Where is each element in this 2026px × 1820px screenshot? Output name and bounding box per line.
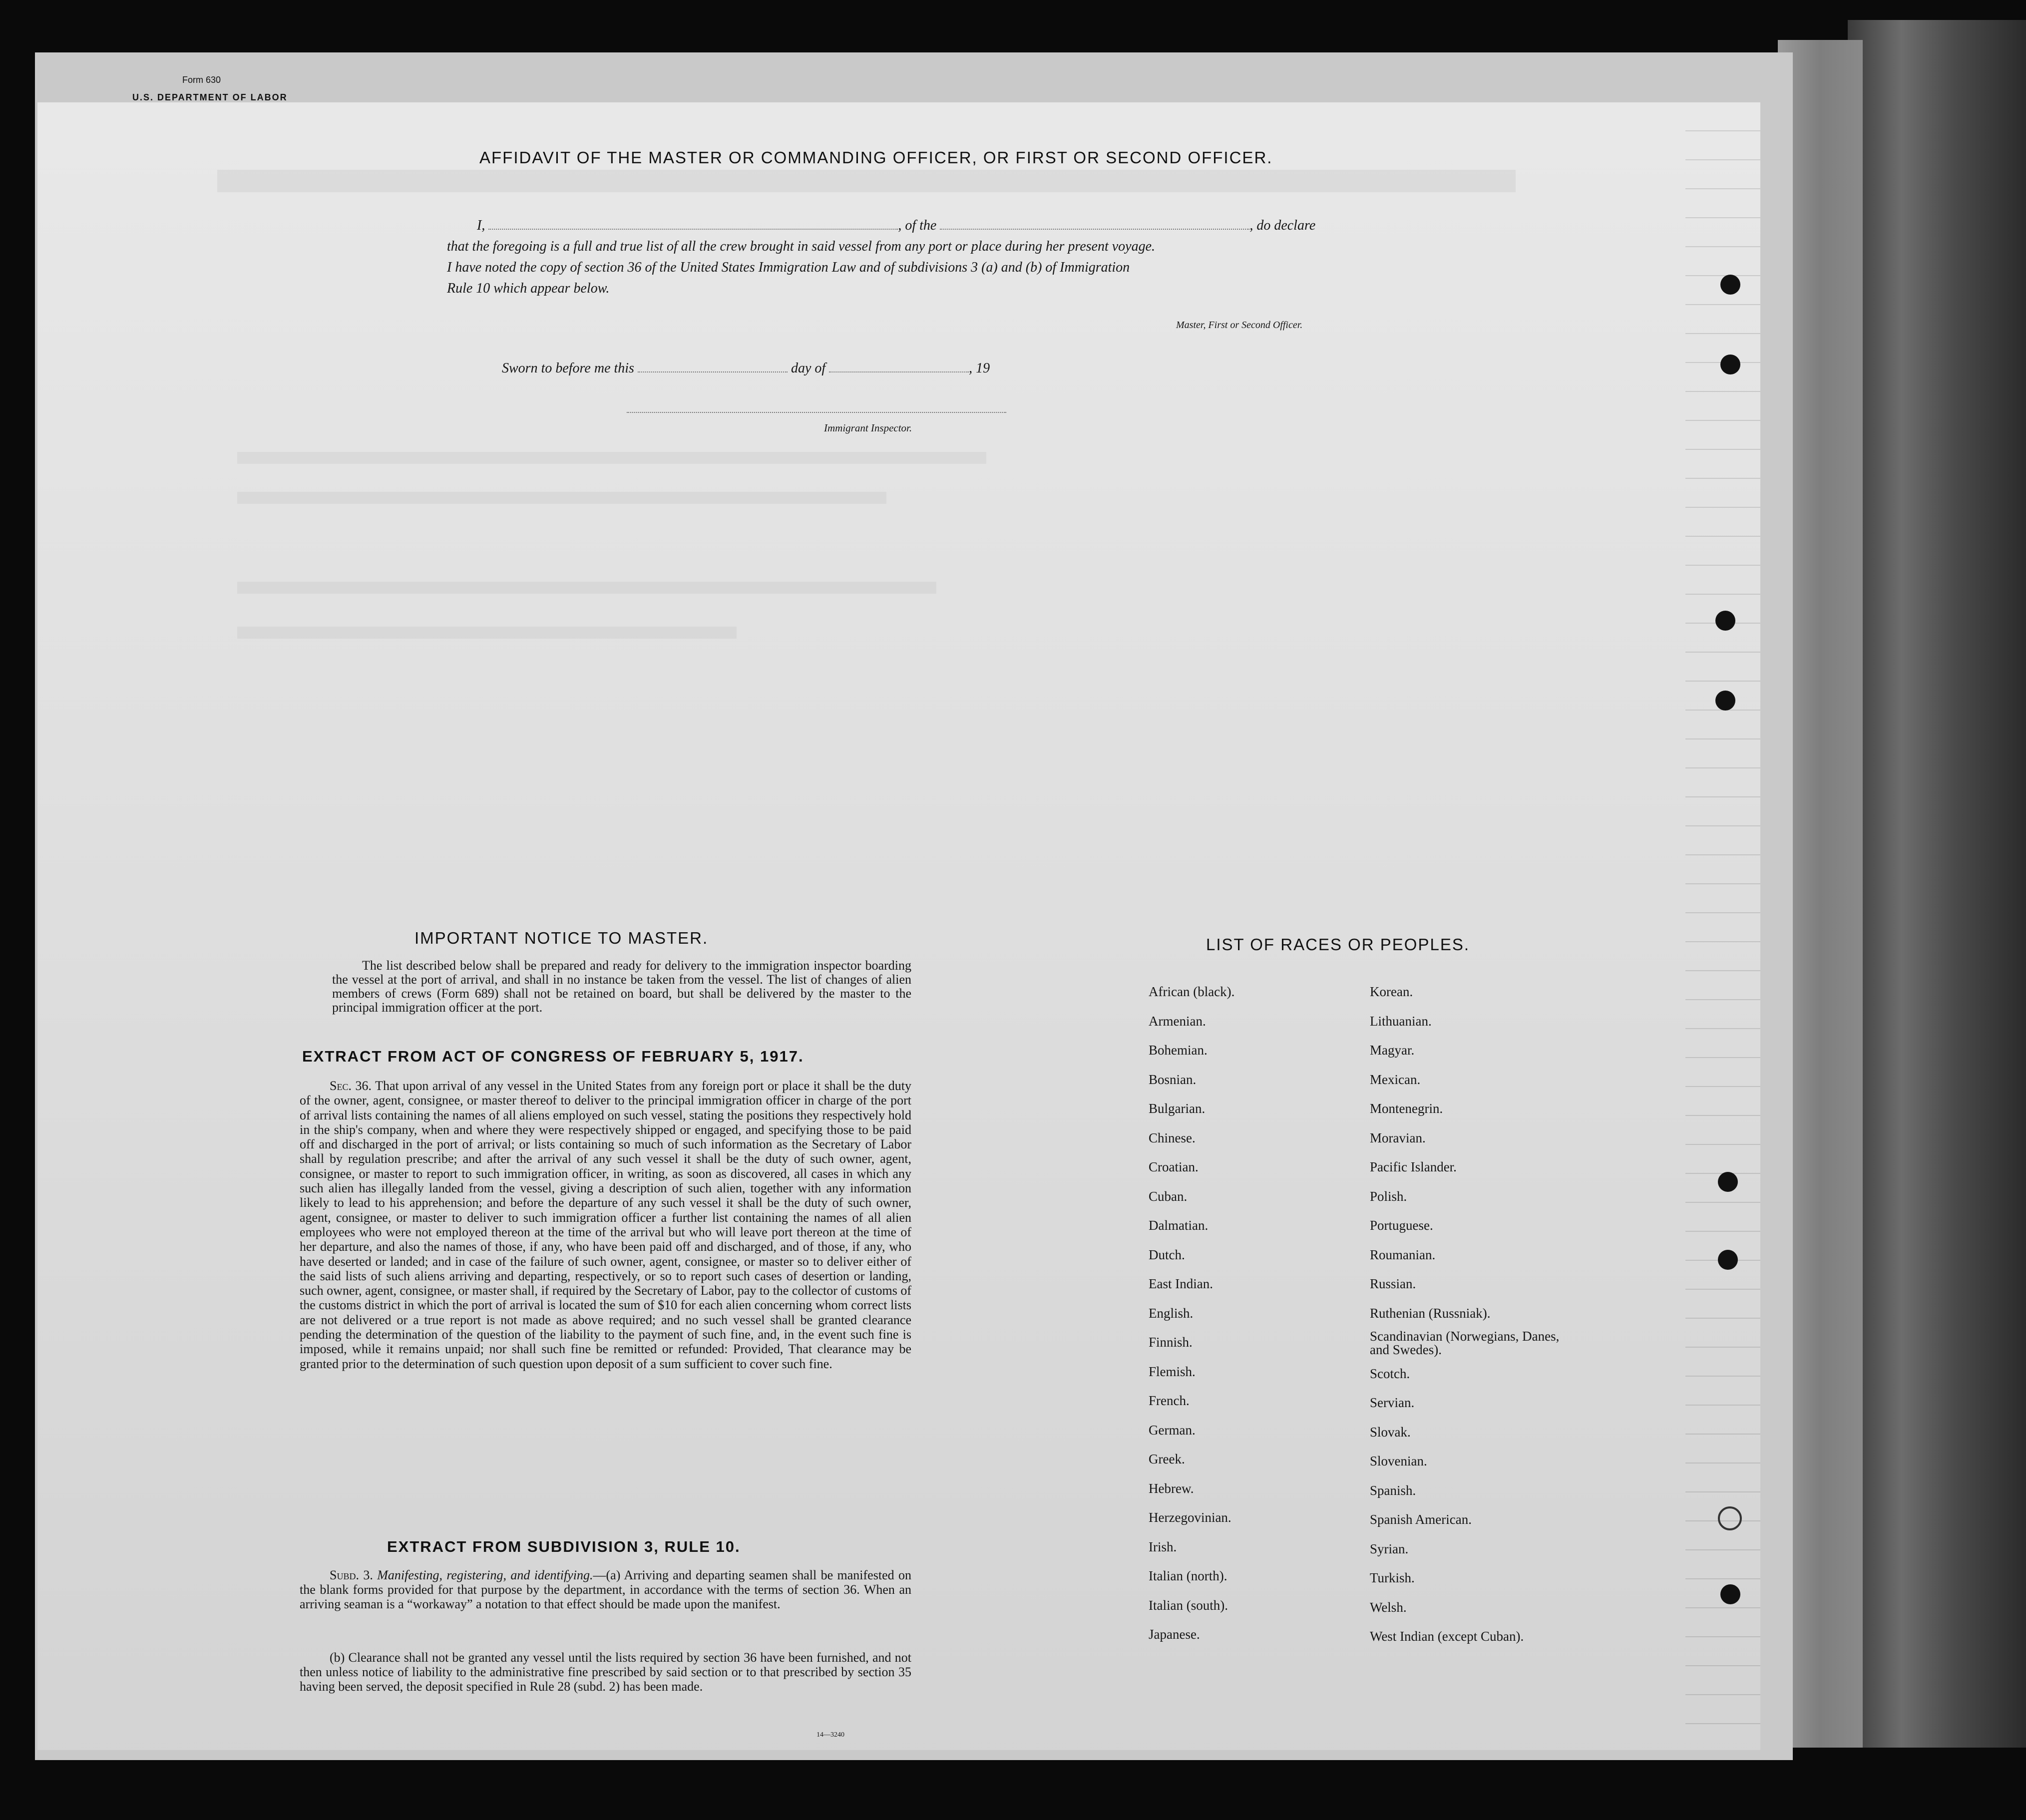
bleed-through-row [237, 627, 737, 639]
race-item: East Indian. [1149, 1276, 1213, 1291]
i-label: I, [477, 218, 485, 233]
bleed-through-row [237, 492, 886, 504]
affidavit-title: AFFIDAVIT OF THE MASTER OR COMMANDING OFFICER, OR FIRST OR SECOND OFFICER. [479, 148, 1273, 167]
declaration-line-2: that the foregoing is a full and true list of all the crew brought in said vessel from any port or place during her present voyage. [447, 239, 1156, 254]
race-item: Bulgarian. [1149, 1101, 1206, 1116]
subd-label: Subd. 3. [330, 1568, 373, 1582]
bleed-through-header [217, 170, 1516, 192]
race-item: Russian. [1370, 1276, 1416, 1291]
vessel-blank[interactable] [940, 215, 1249, 230]
races-right-column [1370, 977, 1580, 1651]
race-item: Greek. [1149, 1452, 1185, 1466]
race-item: Armenian. [1149, 1013, 1206, 1029]
do-declare-label: , do declare [1249, 218, 1316, 233]
sworn-text: Sworn to before me this [502, 361, 634, 376]
form-number: Form 630 [182, 75, 221, 85]
punch-hole [1718, 1250, 1738, 1270]
races-left-column [1149, 977, 1234, 1649]
inspector-caption: Immigrant Inspector. [824, 422, 912, 434]
race-item: African (black). [1149, 984, 1235, 999]
race-item: Montenegrin. [1370, 1101, 1443, 1116]
punch-hole [1718, 1506, 1742, 1530]
race-item: Bosnian. [1149, 1072, 1197, 1087]
name-blank[interactable] [488, 215, 898, 230]
section-label: Sec. 36. [330, 1079, 372, 1093]
races-title: LIST OF RACES OR PEOPLES. [1206, 935, 1470, 954]
race-item: Magyar. [1370, 1043, 1415, 1058]
ruled-margin [1685, 102, 1760, 1750]
race-item: Croatian. [1149, 1159, 1199, 1174]
race-item: Hebrew. [1149, 1480, 1194, 1496]
signature-caption: Master, First or Second Officer. [1176, 320, 1303, 331]
race-item: Syrian. [1370, 1541, 1409, 1556]
section-36-body: That upon arrival of any vessel in the United States from any foreign port or place it shall be the duty of the owner, agent, consignee, or master thereof to deliver to the principal immigration officer in charge of the port of arrival lists containing the names of all aliens employed on such vessel, stating the positions they respectively hold in the ship's company, when and where they were respectively shipped or engaged, and specifying those to be paid off and discharged in the port of arrival; or lists containing so much of such information as the Secretary of Labor shall by regulation prescribe; and after the arrival of any such vessel it shall be the duty of such owner, agent, consignee, or master to report to such immigration officer, in writing, as soon as discovered, all cases in which any such alien has illegally landed from the vessel, giving a description of such alien, together with any information likely to lead to his apprehension; and before the departure of any such vessel it shall be the duty of such owner, agent, consignee, or master to deliver to such immigration officer a further list containing the names of all alien employees who were not employed thereon at the time of the arrival but who will leave port thereon at the time of her departure, and also the names of those, if any, who have been paid off and discharged, and of those, if any, who have deserted or landed; and in case of the failure of such owner, agent, consignee, or master so to deliver either of the said lists of such aliens arriving and departing, respectively, or so to report such cases of desertion or landing, such owner, agent, consignee, or master shall, if required by the Secretary of Labor, pay to the collector of customs of the customs district in which the port of arrival is located the sum of $10 for each alien concerning whom correct lists are not delivered or a true report is not made as above required; and no such vessel shall be granted clearance pending the determination of the question of the liability to the payment of such fine, and, in the event such fine is imposed, while it remains unpaid; nor shall such fine be remitted or refunded: Provided, That clearance may be granted prior to the determination of such question upon deposit of a sum sufficient to cover such fine. [300, 1079, 911, 1371]
race-item: German. [1149, 1422, 1196, 1438]
month-blank[interactable] [829, 359, 969, 372]
race-item: Scandinavian (Norwegians, Danes, and Swedes). [1370, 1329, 1560, 1357]
race-item: Japanese. [1149, 1627, 1200, 1642]
sworn-line [502, 359, 990, 376]
subd-heading: Manifesting, registering, and identifying. [377, 1568, 593, 1582]
punch-hole [1715, 691, 1735, 711]
race-item: Flemish. [1149, 1364, 1196, 1379]
race-item: Bohemian. [1149, 1043, 1208, 1058]
race-item: Mexican. [1370, 1072, 1421, 1087]
race-item: Servian. [1370, 1395, 1415, 1410]
declaration-line-3: I have noted the copy of section 36 of the United States Immigration Law and of subdivisions 3 (a) and (b) of Immigration [447, 260, 1130, 275]
punch-hole [1720, 355, 1740, 374]
race-item: Cuban. [1149, 1188, 1188, 1204]
race-item: Finnish. [1149, 1335, 1193, 1350]
affidavit-declaration [447, 215, 1446, 299]
race-item: Italian (south). [1149, 1597, 1228, 1613]
binder-edge [1848, 20, 2026, 1748]
race-item: French. [1149, 1393, 1190, 1408]
notice-body: The list described below shall be prepared and ready for delivery to the immigration inspector boarding the vessel at the port of arrival, and shall in no instance be taken from the vessel. The list of changes of alien members of crews (Form 689) shall not be retained on board, but shall be delivered by the master to the principal immigration officer at the port. [332, 958, 911, 1015]
race-item: Polish. [1370, 1188, 1407, 1204]
race-item: Irish. [1149, 1539, 1177, 1554]
race-item: Roumanian. [1370, 1247, 1436, 1262]
day-of-label: day of [791, 361, 826, 376]
race-item: Welsh. [1370, 1599, 1407, 1615]
race-item: Korean. [1370, 984, 1413, 999]
race-item: Spanish American. [1370, 1512, 1472, 1527]
race-item: Slovenian. [1370, 1454, 1427, 1468]
race-item: Turkish. [1370, 1570, 1415, 1585]
punch-hole [1715, 611, 1735, 631]
punch-hole [1720, 1584, 1740, 1604]
punch-hole [1720, 275, 1740, 295]
race-item: Lithuanian. [1370, 1013, 1432, 1029]
notice-title: IMPORTANT NOTICE TO MASTER. [414, 929, 709, 947]
of-the-label: , of the [898, 218, 937, 233]
act-extract-title: EXTRACT FROM ACT OF CONGRESS OF FEBRUARY 5, 1917. [302, 1048, 804, 1065]
race-item: West Indian (except Cuban). [1370, 1629, 1524, 1644]
race-item: Dutch. [1149, 1247, 1185, 1262]
section-36-text [300, 1079, 911, 1371]
day-blank[interactable] [638, 359, 788, 372]
race-item: Scotch. [1370, 1366, 1410, 1381]
department-header: U.S. DEPARTMENT OF LABOR [132, 92, 288, 102]
year-label: , 19 [969, 361, 990, 376]
race-item: Portuguese. [1370, 1218, 1433, 1233]
race-item: Chinese. [1149, 1130, 1196, 1145]
race-item: Italian (north). [1149, 1568, 1227, 1583]
inspector-signature-blank[interactable] [627, 412, 1006, 413]
affidavit-page [37, 102, 1760, 1750]
subdivision-a [300, 1568, 911, 1611]
race-item: Spanish. [1370, 1482, 1416, 1498]
race-item: Dalmatian. [1149, 1218, 1209, 1233]
declaration-line-4: Rule 10 which appear below. [447, 281, 610, 296]
printer-mark: 14—3240 [816, 1731, 844, 1739]
race-item: Ruthenian (Russniak). [1370, 1305, 1491, 1321]
bleed-through-row [237, 582, 936, 594]
race-item: English. [1149, 1305, 1194, 1321]
race-item: Herzegovinian. [1149, 1510, 1231, 1525]
subdivision-b: (b) Clearance shall not be granted any vessel until the lists required by section 36 have been furnished, and not then unless notice of liability to the administrative fine prescribed by said section or to that prescribed by section 35 having been served, the deposit specified in Rule 28 (subd. 2) has been made. [300, 1650, 911, 1694]
bleed-through-row [237, 452, 986, 464]
rule-extract-title: EXTRACT FROM SUBDIVISION 3, RULE 10. [387, 1538, 741, 1555]
race-item: Pacific Islander. [1370, 1159, 1457, 1174]
para-a: —(a) Arriving and departing seamen shall be manifested on the blank forms provided for that purpose by the department, in accordance with the terms of section 36. When an arriving seaman is a “workaway” a notation to that effect should be made upon the manifest. [300, 1568, 911, 1611]
race-item: Slovak. [1370, 1424, 1411, 1440]
punch-hole [1718, 1172, 1738, 1192]
race-item: Moravian. [1370, 1130, 1426, 1145]
